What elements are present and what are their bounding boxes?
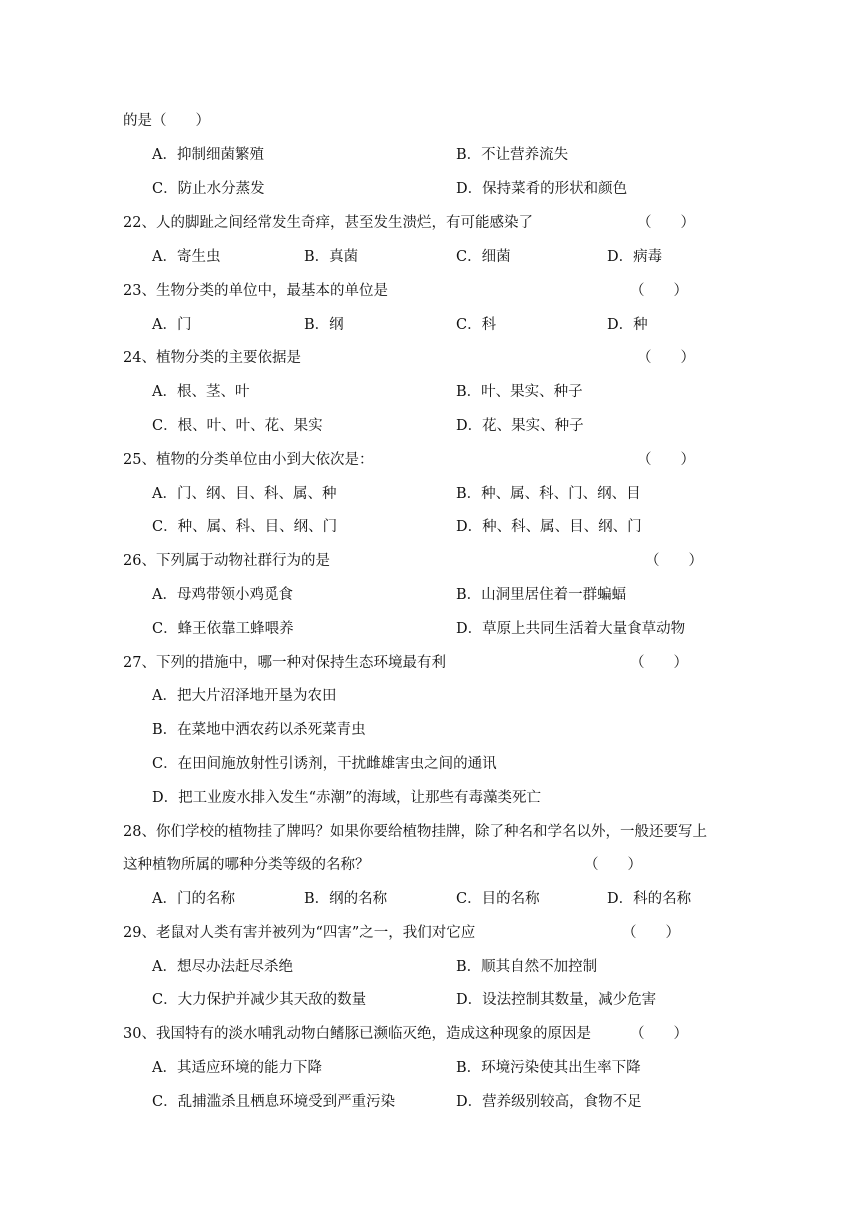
option-21-b[interactable]: B．不让营养流失 [456,147,569,163]
option-23-b[interactable]: B．纲 [304,317,344,333]
question-25-stem: 25、植物的分类单位由小到大依次是： [123,452,374,468]
question-27-stem: 27、下列的措施中，哪一种对保持生态环境最有利 [123,655,446,671]
option-30-a[interactable]: A．其适应环境的能力下降 [152,1060,322,1076]
question-23-answer-blank[interactable]: （ ） [630,283,688,299]
option-25-a[interactable]: A．门、纲、目、科、属、种 [152,486,337,502]
option-21-a[interactable]: A．抑制细菌繁殖 [152,147,264,163]
option-28-c[interactable]: C．目的名称 [456,891,540,907]
question-29-stem: 29、老鼠对人类有害并被列为“四害”之一，我们对它应 [123,925,476,941]
option-30-c[interactable]: C．乱捕滥杀且栖息环境受到严重污染 [152,1094,396,1110]
question-28-stem-line1: 28、你们学校的植物挂了牌吗？如果你要给植物挂牌，除了种名和学名以外，一般还要写上 [123,824,707,840]
question-25-answer-blank[interactable]: （ ） [637,452,695,468]
option-26-a[interactable]: A．母鸡带领小鸡觅食 [152,587,293,603]
question-26-stem: 26、下列属于动物社群行为的是 [123,553,330,569]
option-23-d[interactable]: D．种 [607,317,648,333]
option-26-b[interactable]: B．山洞里居住着一群蝙蝠 [456,587,627,603]
option-23-c[interactable]: C．科 [456,317,497,333]
option-25-b[interactable]: B．种、属、科、门、纲、目 [456,486,641,502]
question-28-answer-blank[interactable]: （ ） [584,857,642,873]
question-28-stem-line2: 这种植物所属的哪种分类等级的名称？ [123,857,370,873]
option-25-d[interactable]: D．种、科、属、目、纲、门 [456,519,642,535]
option-27-a[interactable]: A．把大片沼泽地开垦为农田 [152,688,337,704]
option-28-a[interactable]: A．门的名称 [152,891,235,907]
question-30-stem: 30、我国特有的淡水哺乳动物白鳍豚已濒临灭绝，造成这种现象的原因是 [123,1026,591,1042]
option-22-a[interactable]: A．寄生虫 [152,249,221,265]
option-29-a[interactable]: A．想尽办法赶尽杀绝 [152,959,293,975]
option-22-b[interactable]: B．真菌 [304,249,359,265]
option-26-c[interactable]: C．蜂王依靠工蜂喂养 [152,621,294,637]
question-29-answer-blank[interactable]: （ ） [622,925,680,941]
question-27-answer-blank[interactable]: （ ） [630,655,688,671]
option-24-d[interactable]: D．花、果实、种子 [456,418,584,434]
option-21-d[interactable]: D．保持菜肴的形状和颜色 [456,181,628,197]
option-26-d[interactable]: D．草原上共同生活着大量食草动物 [456,621,686,637]
option-28-d[interactable]: D．科的名称 [607,891,692,907]
option-27-b[interactable]: B．在菜地中洒农药以杀死菜青虫 [152,722,366,738]
question-26-answer-blank[interactable]: （ ） [645,553,703,569]
option-27-d[interactable]: D．把工业废水排入发生“赤潮”的海域，让那些有毒藻类死亡 [152,790,541,806]
option-29-c[interactable]: C．大力保护并减少其天敌的数量 [152,992,367,1008]
option-24-b[interactable]: B．叶、果实、种子 [456,384,583,400]
question-24-stem: 24、植物分类的主要依据是 [123,350,301,366]
option-22-d[interactable]: D．病毒 [607,249,663,265]
question-23-stem: 23、生物分类的单位中，最基本的单位是 [123,283,388,299]
option-24-a[interactable]: A．根、茎、叶 [152,384,250,400]
option-28-b[interactable]: B．纲的名称 [304,891,388,907]
option-30-b[interactable]: B．环境污染使其出生率下降 [456,1060,641,1076]
option-29-b[interactable]: B．顺其自然不加控制 [456,959,598,975]
option-22-c[interactable]: C．细菌 [456,249,511,265]
question-30-answer-blank[interactable]: （ ） [630,1026,688,1042]
option-25-c[interactable]: C．种、属、科、目、纲、门 [152,519,338,535]
option-30-d[interactable]: D．营养级别较高，食物不足 [456,1094,642,1110]
question-24-answer-blank[interactable]: （ ） [637,350,695,366]
question-21-stem-end: 的是（ ） [123,113,210,129]
question-22-stem: 22、人的脚趾之间经常发生奇痒，甚至发生溃烂，有可能感染了 [123,215,533,231]
option-21-c[interactable]: C．防止水分蒸发 [152,181,265,197]
option-27-c[interactable]: C．在田间施放射性引诱剂，干扰雌雄害虫之间的通讯 [152,756,497,772]
option-29-d[interactable]: D．设法控制其数量，减少危害 [456,992,657,1008]
question-22-answer-blank[interactable]: （ ） [637,215,695,231]
option-23-a[interactable]: A．门 [152,317,192,333]
option-24-c[interactable]: C．根、叶、叶、花、果实 [152,418,323,434]
